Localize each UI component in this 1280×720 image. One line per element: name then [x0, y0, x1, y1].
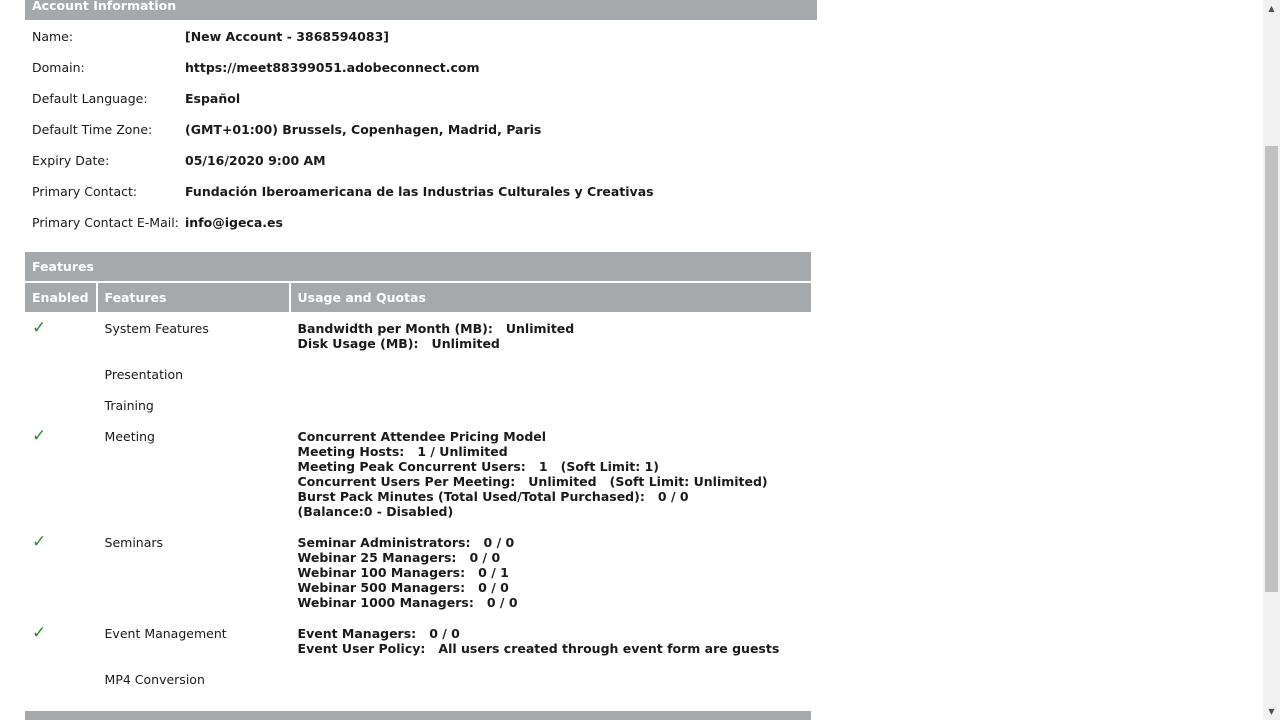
account-row-contact: [25, 176, 825, 207]
account-row-expiry: [25, 145, 825, 176]
feature-usage: [291, 389, 811, 420]
feature-name: System Features: [104, 321, 209, 336]
usage-line: Meeting Hosts: 1 / Unlimited: [297, 444, 508, 459]
feature-name: Training: [104, 398, 154, 413]
feature-usage: [291, 420, 811, 526]
usage-line: Burst Pack Minutes (Total Used/Total Purchased): 0 / 0: [297, 489, 689, 504]
account-row-timezone: [25, 114, 825, 145]
feature-name: Presentation: [104, 367, 184, 382]
usage-line: Concurrent Users Per Meeting: Unlimited (Soft Limit: Unlimited): [297, 474, 768, 489]
info-value: Fundación Iberoamericana de las Industrias Culturales y Creativas: [185, 184, 654, 199]
info-value: [New Account - 3868594083]: [185, 29, 389, 44]
main-content: [25, 0, 825, 694]
features-table: [25, 283, 811, 694]
info-label: Primary Contact:: [32, 184, 138, 199]
table-row: [25, 389, 811, 420]
checkmark-icon: ✓: [32, 318, 47, 338]
feature-name: Meeting: [104, 429, 155, 444]
account-row-domain: [25, 52, 825, 83]
feature-usage: [291, 358, 811, 389]
info-value: https://meet88399051.adobeconnect.com: [185, 60, 480, 75]
usage-line: Event Managers: 0 / 0: [297, 626, 460, 641]
feature-usage: [291, 663, 811, 694]
feature-usage: [291, 617, 811, 663]
usage-line: Seminar Administrators: 0 / 0: [297, 535, 515, 550]
next-section-header: [25, 711, 811, 720]
features-table-header-row: [25, 283, 811, 312]
info-label: Expiry Date:: [32, 153, 110, 168]
table-row: [25, 526, 811, 617]
feature-name: Event Management: [104, 626, 227, 641]
usage-line: Webinar 25 Managers: 0 / 0: [297, 550, 501, 565]
features-table-body: [25, 312, 811, 694]
enabled-cell: [25, 312, 98, 358]
usage-line: Concurrent Attendee Pricing Model: [297, 429, 547, 444]
account-row-name: [25, 21, 825, 52]
features-header: Features: [25, 252, 811, 281]
usage-line: Disk Usage (MB): Unlimited: [297, 336, 500, 351]
table-row: [25, 358, 811, 389]
enabled-cell: [25, 358, 98, 389]
feature-name: MP4 Conversion: [104, 672, 205, 687]
usage-line: Webinar 100 Managers: 0 / 1: [297, 565, 509, 580]
account-info-list: [25, 20, 825, 238]
scroll-down-icon[interactable]: ▼: [1268, 707, 1275, 716]
scroll-up-icon[interactable]: ▲: [1268, 4, 1275, 13]
usage-line: Meeting Peak Concurrent Users: 1 (Soft Limit: 1): [297, 459, 659, 474]
enabled-cell: [25, 389, 98, 420]
scrollbar-thumb[interactable]: [1265, 146, 1278, 592]
vertical-scrollbar[interactable]: [1263, 0, 1280, 720]
feature-name: Seminars: [104, 535, 164, 550]
account-info-header: Account Information: [25, 0, 817, 20]
info-value: Español: [185, 91, 241, 106]
info-label: Default Language:: [32, 91, 148, 106]
column-header-enabled: Enabled: [25, 283, 98, 312]
enabled-cell: [25, 420, 98, 526]
usage-line: (Balance:0 - Disabled): [297, 504, 454, 519]
info-value: info@igeca.es: [185, 215, 283, 230]
enabled-cell: [25, 526, 98, 617]
table-row: [25, 663, 811, 694]
column-header-features: Features: [98, 283, 291, 312]
info-label: Name:: [32, 29, 74, 44]
usage-line: Bandwidth per Month (MB): Unlimited: [297, 321, 575, 336]
usage-line: Webinar 1000 Managers: 0 / 0: [297, 595, 518, 610]
info-value: 05/16/2020 9:00 AM: [185, 153, 326, 168]
feature-usage: [291, 312, 811, 358]
info-value: (GMT+01:00) Brussels, Copenhagen, Madrid, Paris: [185, 122, 542, 137]
feature-usage: [291, 526, 811, 617]
table-row: [25, 617, 811, 663]
enabled-cell: [25, 663, 98, 694]
usage-line: Webinar 500 Managers: 0 / 0: [297, 580, 509, 595]
info-label: Primary Contact E-Mail:: [32, 215, 179, 230]
info-label: Domain:: [32, 60, 85, 75]
column-header-usage: Usage and Quotas: [291, 283, 811, 312]
checkmark-icon: ✓: [32, 426, 47, 446]
table-row: [25, 312, 811, 358]
enabled-cell: [25, 617, 98, 663]
checkmark-icon: ✓: [32, 532, 47, 552]
usage-line: Event User Policy: All users created through event form are guests: [297, 641, 780, 656]
checkmark-icon: ✓: [32, 623, 47, 643]
account-row-language: [25, 83, 825, 114]
account-row-email: [25, 207, 825, 238]
info-label: Default Time Zone:: [32, 122, 153, 137]
table-row: [25, 420, 811, 526]
